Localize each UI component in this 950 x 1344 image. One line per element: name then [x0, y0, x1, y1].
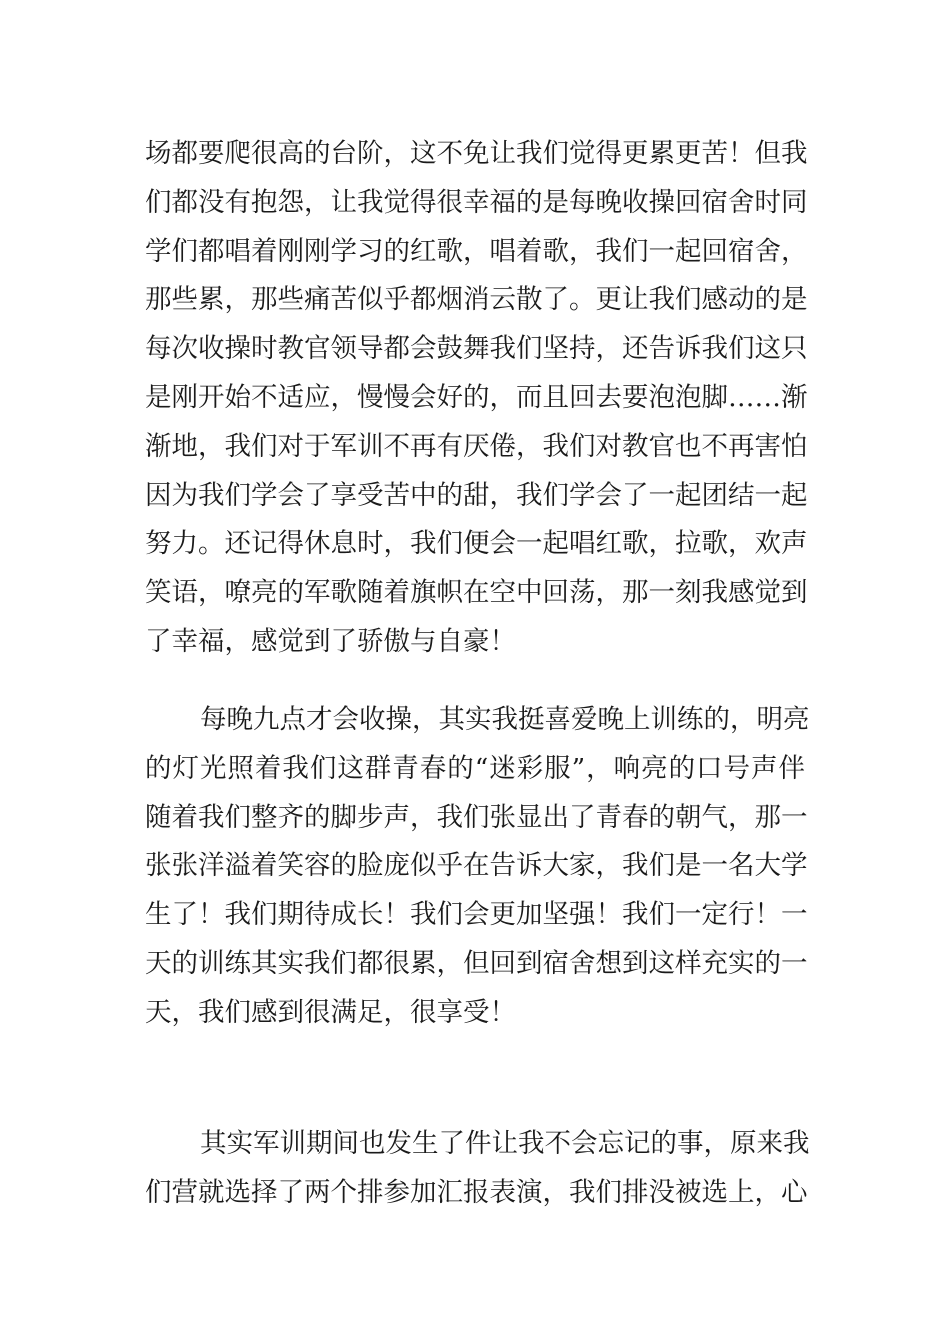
paragraph-1 — [145, 130, 808, 667]
text-line: 因为我们学会了享受苦中的甜，我们学会了一起团结一起 — [145, 479, 808, 511]
text-line: 那些累，那些痛苦似乎都烟消云散了。更让我们感动的是 — [145, 284, 808, 316]
text-line: 渐地，我们对于军训不再有厌倦，我们对教官也不再害怕 — [145, 430, 808, 462]
text-line: 了幸福，感觉到了骄傲与自豪！ — [145, 625, 516, 657]
paragraph-2 — [145, 696, 810, 1038]
text-line: 每晚九点才会收操，其实我挺喜爱晚上训练的，明亮 — [200, 704, 810, 735]
text-line: 们营就选择了两个排参加汇报表演，我们排没被选上，心 — [145, 1176, 808, 1208]
text-line: 每次收操时教官领导都会鼓舞我们坚持，还告诉我们这只 — [145, 333, 808, 365]
text-line: 的灯光照着我们这群青春的“迷彩服”，响亮的口号声伴 — [145, 752, 805, 784]
text-line: 笑语，嘹亮的军歌随着旗帜在空中回荡，那一刻我感觉到 — [145, 577, 808, 609]
text-line: 天，我们感到很满足，很享受！ — [145, 996, 516, 1028]
text-line: 们都没有抱怨，让我觉得很幸福的是每晚收操回宿舍时同 — [145, 186, 808, 218]
text-line: 随着我们整齐的脚步声，我们张显出了青春的朝气，那一 — [145, 801, 808, 833]
text-line: 是刚开始不适应，慢慢会好的，而且回去要泡泡脚……渐 — [145, 381, 808, 413]
paragraph-3 — [145, 1120, 810, 1218]
text-line: 其实军训期间也发生了件让我不会忘记的事，原来我 — [200, 1128, 810, 1159]
text-line: 学们都唱着刚刚学习的红歌，唱着歌，我们一起回宿舍， — [145, 235, 808, 267]
text-line: 场都要爬很高的台阶，这不免让我们觉得更累更苦！但我 — [145, 138, 808, 169]
text-line: 张张洋溢着笑容的脸庞似乎在告诉大家，我们是一名大学 — [145, 850, 808, 882]
text-line: 天的训练其实我们都很累，但回到宿舍想到这样充实的一 — [145, 947, 808, 979]
text-line: 生了！我们期待成长！我们会更加坚强！我们一定行！一 — [145, 899, 808, 931]
text-line: 努力。还记得休息时，我们便会一起唱红歌，拉歌，欢声 — [145, 528, 808, 560]
